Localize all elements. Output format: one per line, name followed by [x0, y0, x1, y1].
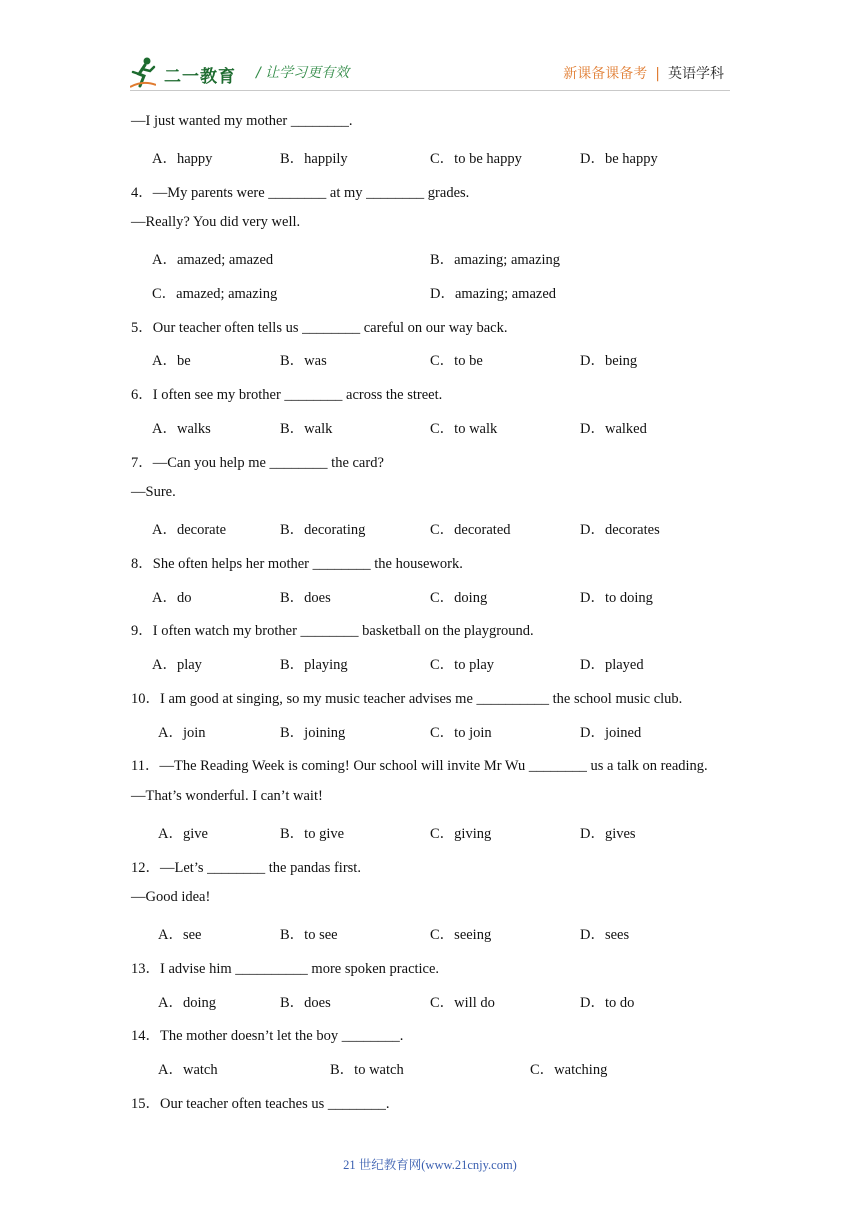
answer-option: B．was: [280, 353, 327, 369]
answer-option: A．amazed; amazed: [152, 252, 274, 268]
answer-option: A．be: [152, 353, 191, 369]
answer-option: B．to see: [280, 927, 338, 943]
answer-option: A．see: [158, 927, 202, 943]
answer-option: C．to join: [430, 725, 492, 741]
options-row: [0, 721, 860, 741]
options-row: [0, 349, 860, 369]
question-line: —Good idea!: [131, 889, 211, 905]
answer-option: C．watching: [530, 1062, 608, 1078]
options-row: [0, 923, 860, 943]
options-row: [0, 147, 860, 167]
question-line: 10．I am good at singing, so my music teacher advises me __________ the school music club.: [131, 691, 683, 707]
answer-option: B．playing: [280, 657, 348, 673]
page-footer: 21 世纪教育网(www.21cnjy.com): [343, 1158, 517, 1172]
answer-option: C．seeing: [430, 927, 492, 943]
answer-option: A．walks: [152, 421, 211, 437]
answer-option: D．be happy: [580, 151, 658, 167]
question-line: 6．I often see my brother ________ across the street.: [131, 387, 443, 403]
answer-option: A．play: [152, 657, 202, 673]
answer-option: C．to walk: [430, 421, 498, 437]
answer-option: C．will do: [430, 995, 495, 1011]
question-line: 7．—Can you help me ________ the card?: [131, 455, 384, 471]
options-row: [0, 653, 860, 673]
answer-option: B．to give: [280, 826, 345, 842]
answer-option: D．to do: [580, 995, 635, 1011]
answer-option: C．amazed; amazing: [152, 286, 278, 302]
question-line: 4．—My parents were ________ at my ________ grades.: [131, 185, 470, 201]
answer-option: D．joined: [580, 725, 642, 741]
answer-option: B．joining: [280, 725, 346, 741]
runner-logo-icon: [130, 56, 156, 88]
answer-option: B．walk: [280, 421, 333, 437]
question-line: 12．—Let’s ________ the pandas first.: [131, 860, 361, 876]
options-row: [0, 282, 860, 302]
answer-option: A．do: [152, 590, 192, 606]
question-line: 8．She often helps her mother ________ the housework.: [131, 556, 463, 572]
answer-option: A．doing: [158, 995, 216, 1011]
answer-option: C．to play: [430, 657, 495, 673]
answer-option: D．gives: [580, 826, 636, 842]
answer-option: D．walked: [580, 421, 647, 437]
answer-option: D．played: [580, 657, 644, 673]
options-row: [0, 518, 860, 538]
subject-label: 英语学科: [668, 66, 724, 82]
options-row: [0, 248, 860, 268]
answer-option: D．sees: [580, 927, 630, 943]
answer-option: B．does: [280, 995, 331, 1011]
logo-text: 二一教育: [164, 67, 236, 87]
header-right: [563, 63, 724, 83]
question-line: 15．Our teacher often teaches us ________.: [131, 1096, 390, 1112]
options-row: [0, 417, 860, 437]
answer-option: B．happily: [280, 151, 348, 167]
question-line: —Really? You did very well.: [131, 214, 301, 230]
question-line: 5．Our teacher often tells us ________ careful on our way back.: [131, 320, 508, 336]
question-line: 9．I often watch my brother ________ basketball on the playground.: [131, 623, 534, 639]
options-row: [0, 822, 860, 842]
header-divider: [130, 90, 730, 91]
answer-option: D．amazing; amazed: [430, 286, 557, 302]
options-row: [0, 991, 860, 1011]
course-label: 新课备课备考: [563, 66, 648, 82]
answer-option: A．decorate: [152, 522, 227, 538]
question-line: —Sure.: [131, 484, 176, 500]
header-separator: |: [655, 66, 660, 82]
answer-option: B．to watch: [330, 1062, 404, 1078]
answer-option: A．join: [158, 725, 206, 741]
question-line: 14．The mother doesn’t let the boy ________.: [131, 1028, 404, 1044]
answer-option: D．to doing: [580, 590, 653, 606]
question-line: —I just wanted my mother ________.: [131, 113, 353, 129]
answer-option: C．decorated: [430, 522, 511, 538]
answer-option: A．give: [158, 826, 208, 842]
answer-option: C．to be happy: [430, 151, 522, 167]
answer-option: D．decorates: [580, 522, 660, 538]
options-row: [0, 1058, 860, 1078]
question-line: 13．I advise him __________ more spoken practice.: [131, 961, 440, 977]
answer-option: B．decorating: [280, 522, 366, 538]
options-row: [0, 586, 860, 606]
answer-option: D．being: [580, 353, 638, 369]
answer-option: B．amazing; amazing: [430, 252, 561, 268]
answer-option: B．does: [280, 590, 331, 606]
question-line: —That’s wonderful. I can’t wait!: [131, 788, 323, 804]
answer-option: C．giving: [430, 826, 492, 842]
page-header: [0, 0, 860, 100]
slogan: / 让学习更有效: [256, 65, 350, 81]
answer-option: C．to be: [430, 353, 483, 369]
answer-option: A．happy: [152, 151, 213, 167]
question-line: 11．—The Reading Week is coming! Our school will invite Mr Wu ________ us a talk on reading.: [131, 758, 708, 774]
answer-option: C．doing: [430, 590, 488, 606]
answer-option: A．watch: [158, 1062, 218, 1078]
